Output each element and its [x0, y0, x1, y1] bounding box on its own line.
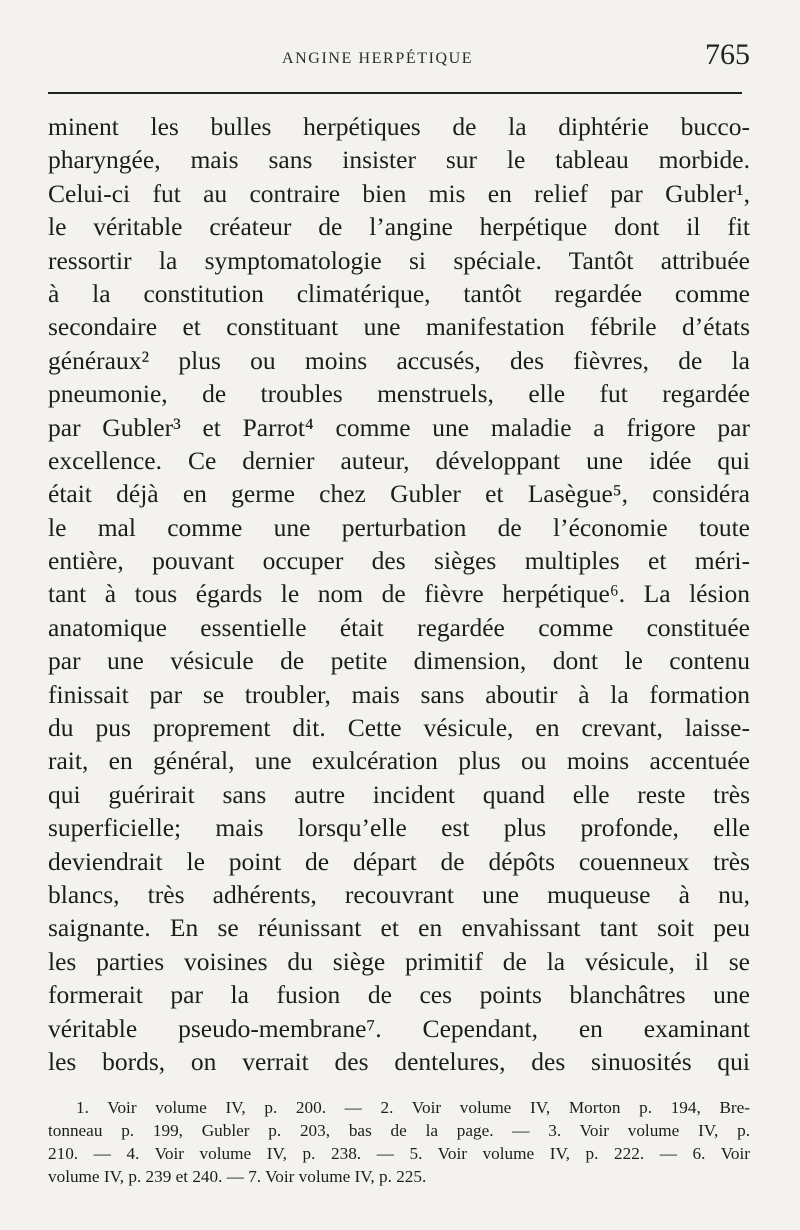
text-line: finissait par se troubler, mais sans aboutir à la formation [48, 679, 750, 709]
text-line: Celui-ci fut au contraire bien mis en relief par Gubler¹, [48, 178, 750, 208]
text-line: secondaire et constituant une manifestation fébrile d’états [48, 312, 750, 342]
body-text [48, 110, 750, 1078]
footnote-line: 210. — 4. Voir volume IV, p. 238. — 5. Voir volume IV, p. 222. — 6. Voir [48, 1144, 750, 1163]
text-line: les bords, on verrait des dentelures, des sinuosités qui [48, 1046, 750, 1076]
text-line: par Gubler³ et Parrot⁴ comme une maladie a frigore par [48, 412, 750, 442]
running-header [0, 34, 800, 74]
text-line: par une vésicule de petite dimension, dont le contenu [48, 646, 750, 676]
text-line: excellence. Ce dernier auteur, développant une idée qui [48, 445, 750, 475]
text-line: tant à tous égards le nom de fièvre herpétique⁶. La lésion [48, 579, 750, 609]
footnote-line: tonneau p. 199, Gubler p. 203, bas de la page. — 3. Voir volume IV, p. [48, 1121, 750, 1140]
text-line: superficielle; mais lorsqu’elle est plus profonde, elle [48, 813, 750, 843]
text-line: saignante. En se réunissant et en envahissant tant soit peu [48, 913, 750, 943]
text-line: rait, en général, une exulcération plus ou moins accentuée [48, 746, 750, 776]
header-rule [48, 92, 742, 94]
text-line: entière, pouvant occuper des sièges multiples et méri- [48, 546, 750, 576]
footnote-line: volume IV, p. 239 et 240. — 7. Voir volume IV, p. 225. [48, 1167, 427, 1186]
text-line: était déjà en germe chez Gubler et Lasègue⁵, considéra [48, 479, 750, 509]
text-line: minent les bulles herpétiques de la diphtérie bucco- [48, 112, 750, 141]
page-number: 765 [705, 38, 750, 71]
text-line: blancs, très adhérents, recouvrant une muqueuse à nu, [48, 879, 750, 909]
text-line: pneumonie, de troubles menstruels, elle fut regardée [48, 379, 750, 409]
text-line: le mal comme une perturbation de l’économie toute [48, 512, 750, 542]
text-line: anatomique essentielle était regardée comme constituée [48, 612, 750, 642]
footnote-line: 1. Voir volume IV, p. 200. — 2. Voir volume IV, Morton p. 194, Bre- [76, 1098, 750, 1117]
text-line: à la constitution climatérique, tantôt regardée comme [48, 278, 750, 308]
text-line: qui guérirait sans autre incident quand elle reste très [48, 779, 750, 809]
text-line: du pus proprement dit. Cette vésicule, en crevant, laisse- [48, 713, 750, 743]
text-line: pharyngée, mais sans insister sur le tableau morbide. [48, 145, 750, 175]
text-line: formerait par la fusion de ces points blanchâtres une [48, 980, 750, 1010]
text-line: généraux² plus ou moins accusés, des fièvres, de la [48, 345, 750, 375]
text-line: ressortir la symptomatologie si spéciale. Tantôt attribuée [48, 245, 750, 275]
text-line: les parties voisines du siège primitif de la vésicule, il se [48, 946, 750, 976]
footnotes [48, 1096, 750, 1188]
text-line: deviendrait le point de départ de dépôts couenneux très [48, 846, 750, 876]
running-title: ANGINE HERPÉTIQUE [282, 50, 474, 67]
text-line: le véritable créateur de l’angine herpétique dont il fit [48, 212, 750, 242]
text-line: véritable pseudo-membrane⁷. Cependant, en examinant [48, 1013, 750, 1043]
